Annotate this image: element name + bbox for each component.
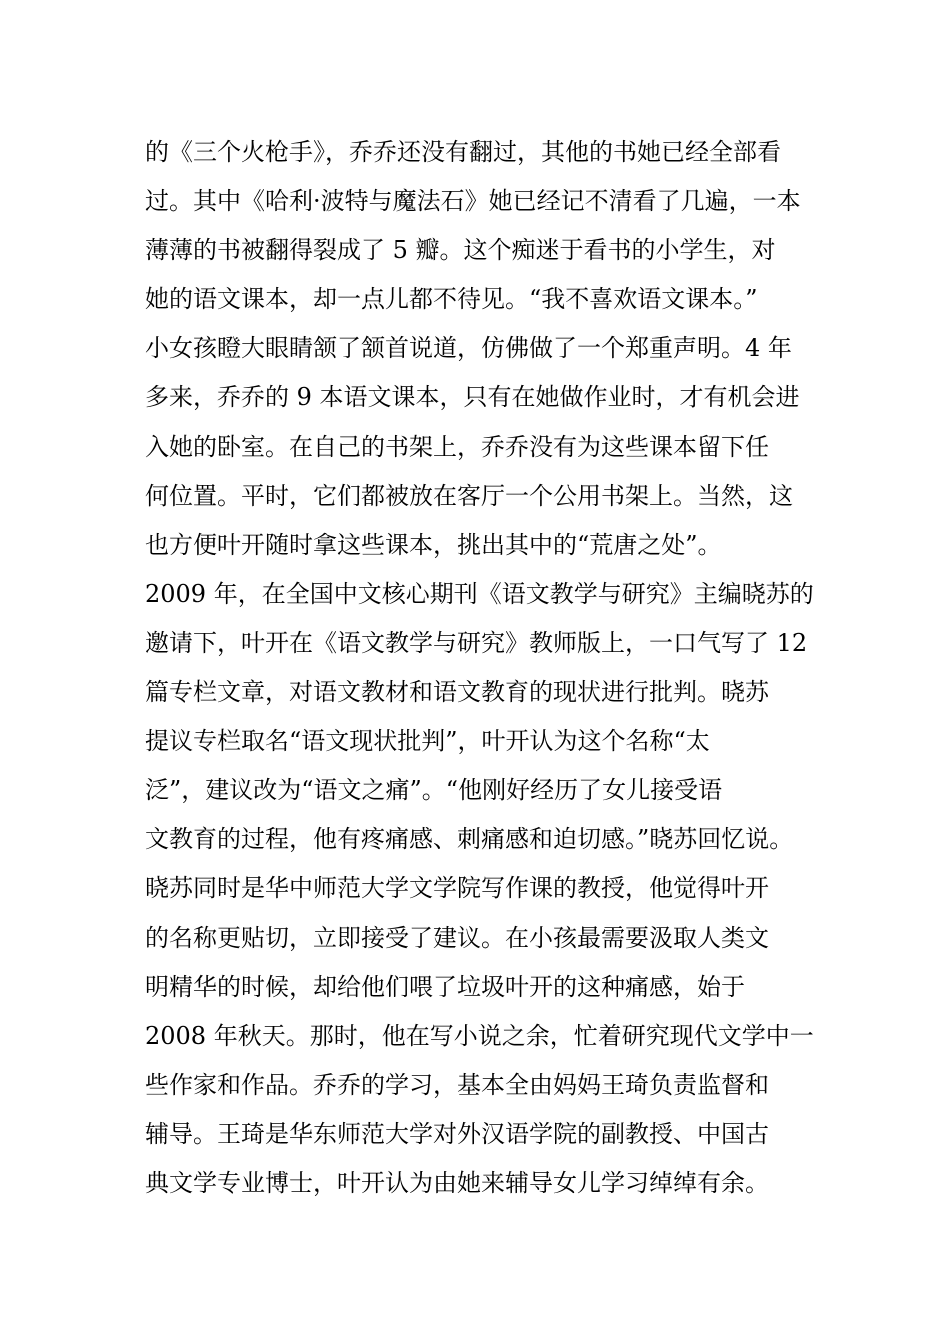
text-line: 邀请下，叶开在《语文教学与研究》教师版上，一口气写了 12 xyxy=(145,628,808,657)
text-line: 典文学专业博士，叶开认为由她来辅导女儿学习绰绰有余。 xyxy=(145,1168,769,1197)
text-line: 泛”，建议改为“语文之痛”。“他刚好经历了女儿接受语 xyxy=(145,776,723,805)
text-line: 的《三个火枪手》，乔乔还没有翻过，其他的书她已经全部看 xyxy=(145,138,781,166)
text-line: 文教育的过程，他有疼痛感、刺痛感和迫切感。”晓苏回忆说。 xyxy=(145,825,794,854)
text-line: 篇专栏文章，对语文教材和语文教育的现状进行批判。晓苏 xyxy=(145,678,769,707)
text-line: 辅导。王琦是华东师范大学对外汉语学院的副教授、中国古 xyxy=(145,1119,769,1148)
text-line: 过。其中《哈利·波特与魔法石》她已经记不清看了几遍，一本 xyxy=(145,187,801,216)
text-line: 2009 年，在全国中文核心期刊《语文教学与研究》主编晓苏的 xyxy=(145,579,814,608)
text-line: 她的语文课本，却一点儿都不待见。“我不喜欢语文课本。” xyxy=(145,285,758,314)
text-line: 多来，乔乔的 9 本语文课本，只有在她做作业时，才有机会进 xyxy=(145,383,800,412)
text-line: 小女孩瞪大眼睛颔了颔首说道，仿佛做了一个郑重声明。4 年 xyxy=(145,334,792,363)
text-line: 提议专栏取名“语文现状批判”，叶开认为这个名称“太 xyxy=(145,727,710,756)
text-line: 也方便叶开随时拿这些课本，挑出其中的“荒唐之处”。 xyxy=(145,530,722,559)
text-line: 何位置。平时，它们都被放在客厅一个公用书架上。当然，这 xyxy=(145,481,793,510)
text-line: 入她的卧室。在自己的书架上，乔乔没有为这些课本留下任 xyxy=(145,432,769,461)
text-line: 明精华的时候，却给他们喂了垃圾叶开的这种痛感，始于 xyxy=(145,972,745,1001)
text-line: 晓苏同时是华中师范大学文学院写作课的教授，他觉得叶开 xyxy=(145,874,769,903)
text-line: 些作家和作品。乔乔的学习，基本全由妈妈王琦负责监督和 xyxy=(145,1070,769,1099)
text-line: 2008 年秋天。那时，他在写小说之余，忙着研究现代文学中一 xyxy=(145,1021,814,1050)
text-line: 薄薄的书被翻得裂成了 5 瓣。这个痴迷于看书的小学生，对 xyxy=(145,236,776,265)
text-line: 的名称更贴切，立即接受了建议。在小孩最需要汲取人类文 xyxy=(145,923,769,952)
body-text xyxy=(145,128,825,1208)
